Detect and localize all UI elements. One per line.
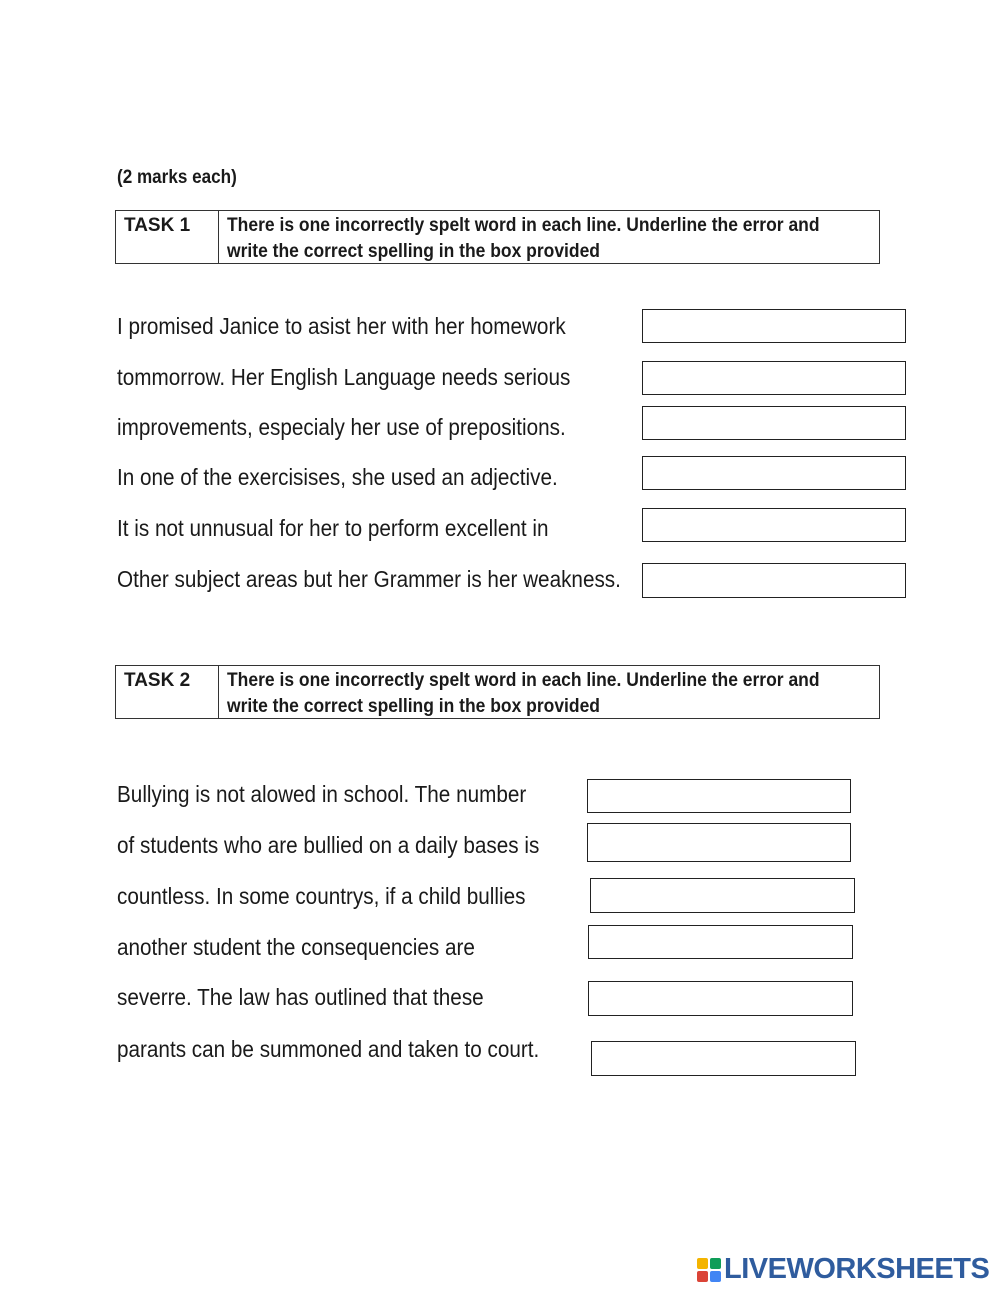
task2-answer-box-1[interactable] <box>587 779 851 813</box>
task2-instruction <box>219 666 879 718</box>
logo-text: LIVEWORKSHEETS <box>724 1253 990 1285</box>
logo-square-yellow <box>697 1258 708 1269</box>
task2-answer-box-4[interactable] <box>588 925 853 959</box>
task1-instruction-line2: write the correct spelling in the box provided <box>226 241 600 262</box>
task2-line-4[interactable]: another student the consequencies are <box>117 934 475 960</box>
marks-note: (2 marks each) <box>117 167 237 188</box>
liveworksheets-logo[interactable] <box>697 1253 989 1286</box>
task1-answer-box-6[interactable] <box>642 563 906 598</box>
task1-line-6[interactable]: Other subject areas but her Grammer is her weakness. <box>117 566 621 592</box>
liveworksheets-logo-icon <box>697 1258 721 1282</box>
task1-line-1[interactable]: I promised Janice to asist her with her homework <box>117 313 566 339</box>
task2-answer-box-5[interactable] <box>588 981 853 1016</box>
task2-answer-box-2[interactable] <box>587 823 851 862</box>
task2-line-5[interactable]: severre. The law has outlined that these <box>117 984 484 1010</box>
task2-instruction-table <box>115 665 880 719</box>
task2-line-2[interactable]: of students who are bullied on a daily bases is <box>117 832 540 858</box>
task1-answer-box-2[interactable] <box>642 361 906 395</box>
task2-answer-box-3[interactable] <box>590 878 855 913</box>
task2-line-1[interactable]: Bullying is not alowed in school. The number <box>117 781 527 807</box>
task1-instruction <box>219 211 879 263</box>
task2-answer-box-6[interactable] <box>591 1041 856 1076</box>
task2-line-3[interactable]: countless. In some countrys, if a child bullies <box>117 883 526 909</box>
task1-line-3[interactable]: improvements, especialy her use of prepositions. <box>117 414 566 440</box>
task1-instruction-line1: There is one incorrectly spelt word in each line. Underline the error and <box>226 215 820 236</box>
logo-square-red <box>697 1271 708 1282</box>
task2-line-6[interactable]: parants can be summoned and taken to court. <box>117 1036 540 1062</box>
task1-answer-box-3[interactable] <box>642 406 906 440</box>
task1-instruction-table <box>115 210 880 264</box>
logo-square-green <box>710 1258 721 1269</box>
logo-square-blue <box>710 1271 721 1282</box>
task1-answer-box-4[interactable] <box>642 456 906 490</box>
task1-line-5[interactable]: It is not unnusual for her to perform excellent in <box>117 515 549 541</box>
task1-line-4[interactable]: In one of the exercisises, she used an adjective. <box>117 464 558 490</box>
task2-instruction-line1: There is one incorrectly spelt word in each line. Underline the error and <box>226 670 820 691</box>
task1-answer-box-5[interactable] <box>642 508 906 542</box>
task2-label: TASK 2 <box>116 666 219 718</box>
task1-label: TASK 1 <box>116 211 219 263</box>
task1-answer-box-1[interactable] <box>642 309 906 343</box>
task2-instruction-line2: write the correct spelling in the box provided <box>226 696 600 717</box>
task1-line-2[interactable]: tommorrow. Her English Language needs serious <box>117 364 571 390</box>
